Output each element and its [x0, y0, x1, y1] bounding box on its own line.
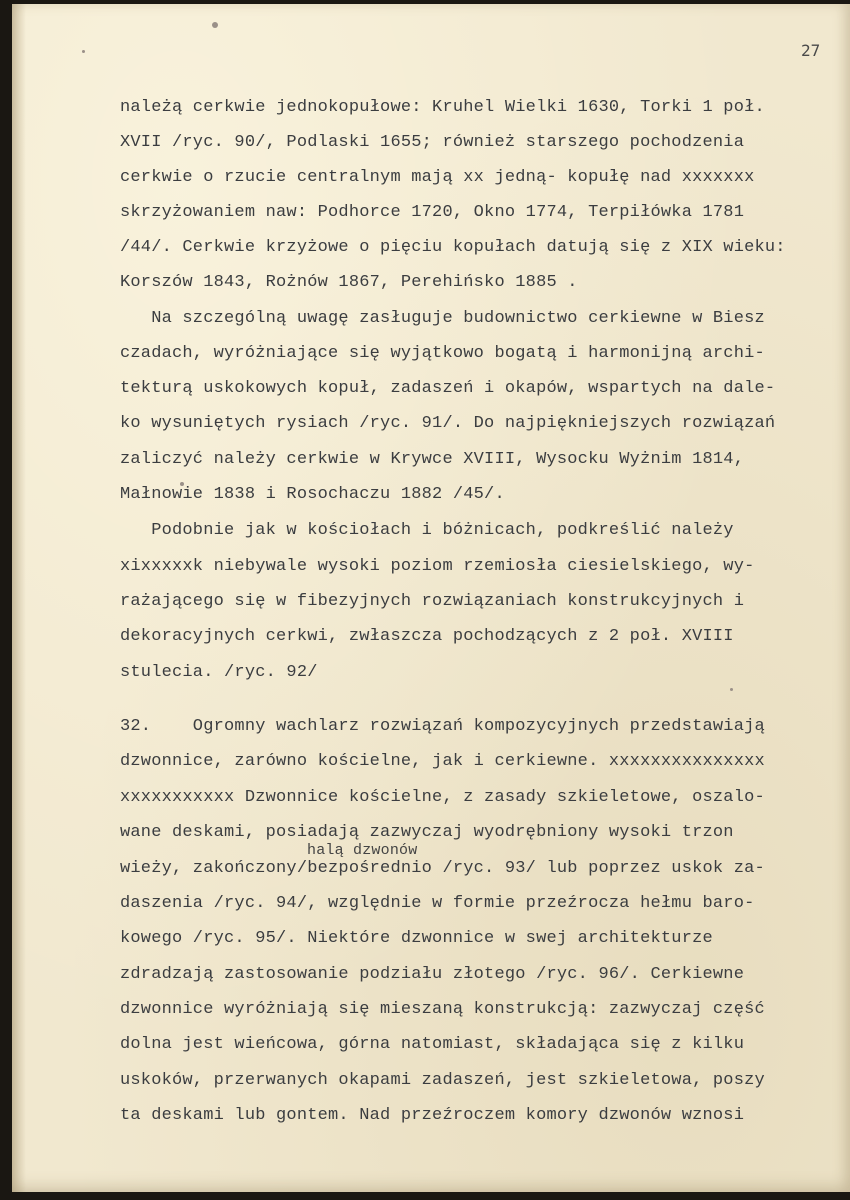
binding-edge — [12, 4, 26, 1192]
ink-speck — [730, 688, 733, 691]
text-line: należą cerkwie jednokopułowe: Kruhel Wielki 1630, Torki 1 poł. — [120, 98, 765, 117]
text-line: dzwonnice wyróżniają się mieszaną konstrukcją: zazwyczaj część — [120, 1000, 765, 1019]
text-line: ta deskami lub gontem. Nad przeźroczem komory dzwonów wznosi — [120, 1106, 745, 1125]
text-line: rażającego się w fibezyjnych rozwiązaniach konstrukcyjnych i — [120, 592, 745, 611]
text-line: wieży, zakończony/bezpośrednio /ryc. 93/ lub poprzez uskok za- — [120, 859, 765, 878]
text-line: /44/. Cerkwie krzyżowe o pięciu kopułach datują się z XIX wieku: — [120, 238, 786, 257]
text-line: 32. Ogromny wachlarz rozwiązań kompozycyjnych przedstawiają — [120, 717, 765, 736]
interlinear-insertion: halą dzwonów — [307, 842, 418, 859]
text-line: stulecia. /ryc. 92/ — [120, 663, 318, 682]
text-line: zaliczyć należy cerkwie w Krywce XVIII, Wysocku Wyżnim 1814, — [120, 450, 745, 469]
text-line: Korszów 1843, Rożnów 1867, Perehińsko 1885 . — [120, 273, 578, 292]
typescript-page — [12, 4, 850, 1192]
text-line: dolna jest wieńcowa, górna natomiast, składająca się z kilku — [120, 1035, 745, 1054]
ink-speck — [212, 22, 218, 28]
page-number: 27 — [801, 41, 821, 60]
text-line: xxxxxxxxxxx Dzwonnice kościelne, z zasady szkieletowe, oszalo- — [120, 788, 765, 807]
text-line: Na szczególną uwagę zasługuje budownictwo cerkiewne w Biesz — [120, 309, 765, 328]
ink-speck — [82, 50, 85, 53]
text-line: XVII /ryc. 90/, Podlaski 1655; również starszego pochodzenia — [120, 133, 745, 152]
text-line: cerkwie o rzucie centralnym mają xx jedną- kopułę nad xxxxxxx — [120, 168, 755, 187]
text-line: czadach, wyróżniające się wyjątkowo bogatą i harmonijną archi- — [120, 344, 765, 363]
text-line: Małnowie 1838 i Rosochaczu 1882 /45/. — [120, 485, 505, 504]
text-line: uskoków, przerwanych okapami zadaszeń, jest szkieletowa, poszy — [120, 1071, 765, 1090]
text-line: wane deskami, posiadają zazwyczaj wyodrębniony wysoki trzon — [120, 823, 734, 842]
text-line: zdradzają zastosowanie podziału złotego /ryc. 96/. Cerkiewne — [120, 965, 745, 984]
text-line: skrzyżowaniem naw: Podhorce 1720, Okno 1774, Terpiłówka 1781 — [120, 203, 745, 222]
text-line: Podobnie jak w kościołach i bóżnicach, podkreślić należy — [120, 521, 734, 540]
text-line: dekoracyjnych cerkwi, zwłaszcza pochodzących z 2 poł. XVIII — [120, 627, 734, 646]
text-line: xixxxxxk niebywale wysoki poziom rzemiosła ciesielskiego, wy- — [120, 557, 755, 576]
text-line: kowego /ryc. 95/. Niektóre dzwonnice w swej architekturze — [120, 929, 713, 948]
text-line: tekturą uskokowych kopuł, zadaszeń i okapów, wspartych na dale- — [120, 379, 776, 398]
text-line: dzwonnice, zarówno kościelne, jak i cerkiewne. xxxxxxxxxxxxxxx — [120, 752, 765, 771]
text-line: ko wysuniętych rysiach /ryc. 91/. Do najpiękniejszych rozwiązań — [120, 414, 776, 433]
text-line: daszenia /ryc. 94/, względnie w formie przeźrocza hełmu baro- — [120, 894, 755, 913]
